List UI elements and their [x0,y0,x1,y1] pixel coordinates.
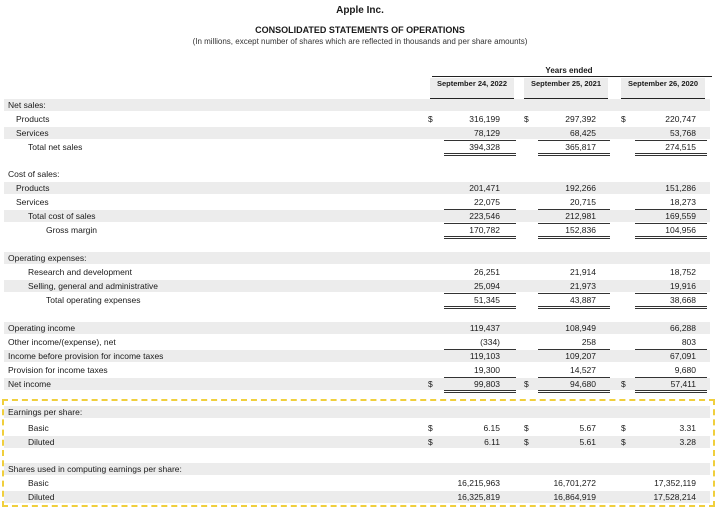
currency-symbol: $ [524,437,529,447]
row-shade [4,436,710,448]
underline-rule [538,155,610,156]
row-label: Total net sales [28,142,83,152]
currency-symbol: $ [428,437,433,447]
row-value: 5.67 [579,423,596,433]
row-label: Products [16,183,50,193]
row-value: (334) [480,337,500,347]
underline-rule [538,209,610,210]
row-label: Operating income [8,323,76,333]
underline-rule [635,392,707,393]
underline-rule [635,209,707,210]
row-value: 17,528,214 [653,492,696,502]
row-value: 258 [581,337,596,347]
underline-rule [444,223,516,224]
row-value: 316,199 [469,114,500,124]
row-value: 3.31 [679,423,696,433]
underline-rule [444,308,516,309]
row-shade [4,99,710,111]
row-shade [4,491,710,503]
underline-rule [538,153,610,154]
row-value: 66,288 [670,323,696,333]
row-label: Products [16,114,50,124]
currency-symbol: $ [428,114,433,124]
row-value: 43,887 [570,295,596,305]
row-value: 68,425 [570,128,596,138]
row-value: 6.11 [484,437,500,447]
row-label: Services [16,128,49,138]
underline-rule [635,390,707,391]
row-value: 119,103 [469,351,500,361]
underline-rule [635,238,707,239]
row-label: Operating expenses: [8,253,87,263]
underline-rule [444,306,516,307]
row-label: Basic [28,423,49,433]
row-value: 16,325,819 [457,492,500,502]
row-label: Total cost of sales [28,211,96,221]
row-value: 20,715 [570,197,596,207]
underline-rule [635,377,707,378]
underline-rule [538,236,610,237]
row-value: 16,215,963 [457,478,500,488]
row-value: 57,411 [670,379,696,389]
row-value: 104,956 [665,225,696,235]
currency-symbol: $ [621,114,626,124]
underline-rule [444,140,516,141]
company-name: Apple Inc. [336,5,384,16]
row-value: 38,668 [670,295,696,305]
row-value: 78,129 [474,128,500,138]
row-value: 26,251 [474,267,500,277]
row-label: Selling, general and administrative [28,281,158,291]
underline-rule [444,209,516,210]
underline-rule [538,306,610,307]
row-value: 25,094 [474,281,500,291]
currency-symbol: $ [524,379,529,389]
row-shade [4,210,710,222]
underline-rule [635,153,707,154]
row-value: 365,817 [565,142,596,152]
row-value: 803 [681,337,696,347]
row-value: 21,973 [570,281,596,291]
row-value: 220,747 [665,114,696,124]
row-shade [4,322,710,334]
row-label: Diluted [28,437,55,447]
row-label: Net sales: [8,100,46,110]
underline-rule [635,236,707,237]
row-value: 21,914 [570,267,596,277]
row-value: 192,266 [565,183,596,193]
row-label: Basic [28,478,49,488]
currency-symbol: $ [621,423,626,433]
currency-symbol: $ [524,114,529,124]
currency-symbol: $ [428,379,433,389]
row-shade [4,406,710,418]
row-value: 94,680 [570,379,596,389]
underline-rule [444,392,516,393]
row-value: 19,916 [670,281,696,291]
underline-rule [444,238,516,239]
row-label: Earnings per share: [8,407,83,417]
row-value: 19,300 [474,365,500,375]
years-ended-label: Years ended [545,66,593,75]
row-value: 16,701,272 [553,478,596,488]
row-shade [4,182,710,194]
underline-rule [635,306,707,307]
underline-rule [538,392,610,393]
row-value: 6.15 [483,423,500,433]
row-value: 169,559 [665,211,696,221]
years-ended-rule [432,76,712,77]
underline-rule [635,308,707,309]
underline-rule [444,390,516,391]
row-value: 212,981 [565,211,596,221]
underline-rule [444,377,516,378]
underline-rule [444,293,516,294]
row-value: 18,273 [670,197,696,207]
row-value: 201,471 [469,183,500,193]
currency-symbol: $ [428,423,433,433]
underline-rule [538,390,610,391]
row-label: Income before provision for income taxes [8,351,164,361]
row-value: 17,352,119 [654,478,696,488]
row-shade [4,378,710,390]
currency-symbol: $ [524,423,529,433]
currency-symbol: $ [621,437,626,447]
row-label: Cost of sales: [8,169,60,179]
underline-rule [538,293,610,294]
underline-rule [635,140,707,141]
underline-rule [635,223,707,224]
underline-rule [538,223,610,224]
row-value: 394,328 [469,142,500,152]
row-label: Net income [8,379,51,389]
underline-rule [635,155,707,156]
underline-rule [635,293,707,294]
row-value: 152,836 [565,225,596,235]
underline-rule [444,153,516,154]
row-value: 5.61 [579,437,596,447]
row-value: 18,752 [670,267,696,277]
statement-subtitle: (In millions, except number of shares which are reflected in thousands and per share amounts) [192,37,528,46]
row-value: 3.28 [679,437,696,447]
row-label: Total operating expenses [46,295,141,305]
row-value: 16,864,919 [553,492,596,502]
row-value: 109,207 [565,351,596,361]
underline-rule [635,349,707,350]
column-header: September 26, 2020 [627,79,699,88]
row-value: 170,782 [469,225,500,235]
row-value: 119,437 [469,323,500,333]
row-value: 151,286 [665,183,696,193]
row-label: Research and development [28,267,132,277]
row-value: 274,515 [665,142,696,152]
column-header: September 25, 2021 [530,79,602,88]
row-value: 297,392 [565,114,596,124]
underline-rule [538,308,610,309]
row-shade [4,252,710,264]
row-label: Services [16,197,49,207]
row-label: Other income/(expense), net [8,337,116,347]
row-label: Shares used in computing earnings per share: [8,464,182,474]
statement-title: CONSOLIDATED STATEMENTS OF OPERATIONS [255,25,465,35]
underline-rule [444,236,516,237]
row-value: 53,768 [670,128,696,138]
row-value: 14,527 [570,365,596,375]
row-label: Diluted [28,492,55,502]
underline-rule [538,377,610,378]
row-label: Provision for income taxes [8,365,108,375]
underline-rule [538,140,610,141]
row-value: 67,091 [670,351,696,361]
row-value: 51,345 [474,295,500,305]
underline-rule [444,349,516,350]
underline-rule [538,238,610,239]
row-value: 22,075 [474,197,500,207]
underline-rule [444,155,516,156]
currency-symbol: $ [621,379,626,389]
row-value: 99,803 [474,379,500,389]
column-header: September 24, 2022 [436,79,508,88]
row-value: 108,949 [565,323,596,333]
row-value: 223,546 [469,211,500,221]
row-value: 9,680 [674,365,696,375]
underline-rule [538,349,610,350]
row-label: Gross margin [46,225,98,235]
row-shade [4,127,710,139]
